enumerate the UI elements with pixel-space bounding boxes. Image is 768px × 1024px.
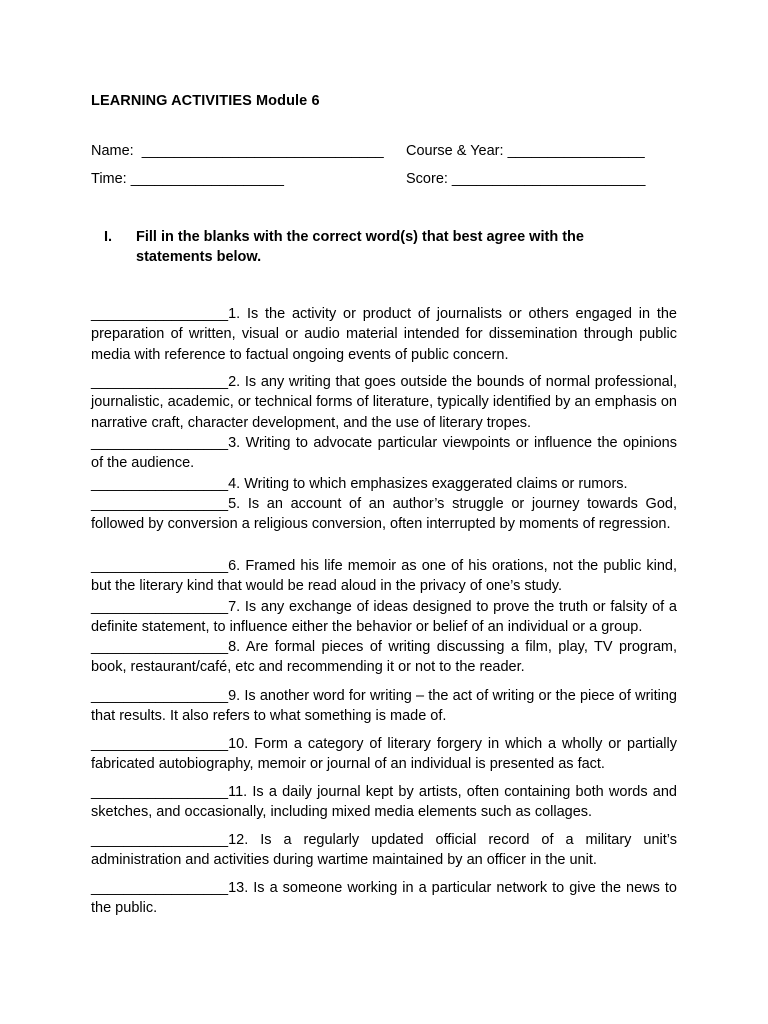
question-text: 13. Is a someone working in a particular network to give the news to the public.: [91, 880, 677, 917]
answer-blank: _________________: [91, 784, 229, 800]
question-text: 7. Is any exchange of ideas designed to prove the truth or falsity of a definite statement, to influence either the behavior or belief of an individual or a group.: [91, 599, 677, 636]
question-item: [91, 734, 677, 775]
question-item: [91, 556, 677, 597]
question-text: 9. Is another word for writing – the act of writing or the piece of writing that results. It also refers to what something is made of.: [91, 688, 677, 725]
question-text: 11. Is a daily journal kept by artists, often containing both words and sketches, and occasionally, including mixed media elements such as collages.: [91, 784, 677, 821]
name-field: Name: ______________________________: [91, 143, 384, 159]
answer-blank: _________________: [91, 736, 229, 752]
answer-blank: _________________: [91, 306, 229, 322]
score-field: Score: ________________________: [406, 171, 646, 187]
question-item: [91, 494, 677, 535]
question-text: 5. Is an account of an author’s struggle or journey towards God, followed by conversion a religious conversion, often interrupted by moments of regression.: [91, 496, 677, 533]
question-item: [91, 782, 677, 823]
question-text: 6. Framed his life memoir as one of his orations, not the public kind, but the literary kind that would be read aloud in the privacy of one’s study.: [91, 558, 677, 595]
answer-blank: _________________: [91, 496, 229, 512]
answer-blank: _________________: [91, 880, 229, 896]
question-item: [91, 830, 677, 871]
section-instruction: Fill in the blanks with the correct word(s) that best agree with the statements below.: [136, 229, 584, 265]
question-text: 12. Is a regularly updated official record of a military unit’s administration and activities during wartime maintained by an officer in the unit.: [91, 832, 677, 869]
section-numeral: I.: [104, 229, 113, 245]
question-text: 4. Writing to which emphasizes exaggerated claims or rumors.: [228, 476, 628, 492]
answer-blank: _________________: [91, 558, 229, 574]
answer-blank: _________________: [91, 374, 229, 390]
question-text: 10. Form a category of literary forgery in which a wholly or partially fabricated autobiography, memoir or journal of an individual is presented as fact.: [91, 736, 677, 773]
answer-blank: _________________: [91, 688, 229, 704]
question-item: [91, 433, 677, 474]
question-item: [91, 372, 677, 433]
question-text: 2. Is any writing that goes outside the bounds of normal professional, journalistic, academic, or technical forms of literature, typically identified by an emphasis on narrative craft, character development, and the use of literary tropes.: [91, 374, 677, 431]
answer-blank: _________________: [91, 435, 229, 451]
question-item: [91, 637, 677, 678]
answer-blank: _________________: [91, 599, 229, 615]
page-title: LEARNING ACTIVITIES Module 6: [91, 93, 320, 109]
question-item: [91, 304, 677, 365]
question-text: 1. Is the activity or product of journalists or others engaged in the preparation of written, visual or audio material intended for dissemination through public media with reference to factual ongoing events of public concern.: [91, 306, 677, 363]
question-text: 3. Writing to advocate particular viewpoints or influence the opinions of the audience.: [91, 435, 677, 472]
question-item: [91, 686, 677, 727]
answer-blank: _________________: [91, 639, 229, 655]
question-text: 8. Are formal pieces of writing discussing a film, play, TV program, book, restaurant/café, etc and recommending it or not to the reader.: [91, 639, 677, 676]
answer-blank: _________________: [91, 476, 229, 492]
answer-blank: _________________: [91, 832, 229, 848]
time-field: Time: ___________________: [91, 171, 284, 187]
question-item: [91, 878, 677, 919]
question-item: [91, 597, 677, 638]
course-year-field: Course & Year: _________________: [406, 143, 645, 159]
question-item: [91, 474, 677, 494]
